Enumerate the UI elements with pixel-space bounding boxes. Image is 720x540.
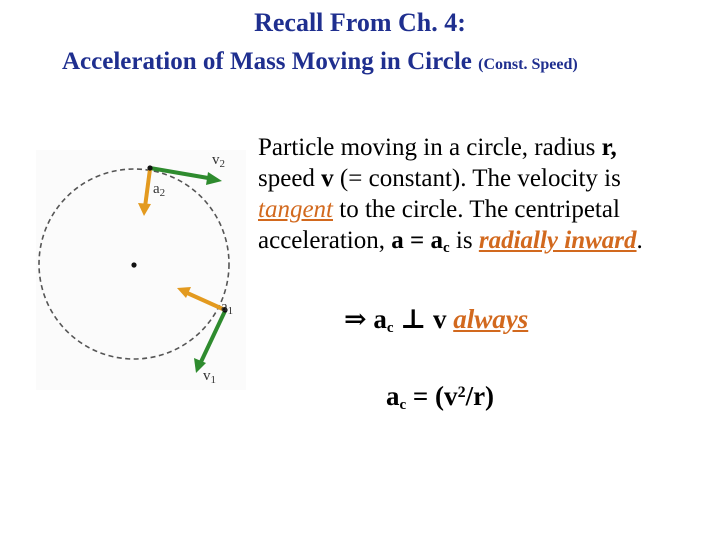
v2-arrow [150, 168, 214, 179]
v1-arrow [200, 311, 225, 364]
center-dot [131, 262, 136, 267]
description-paragraph: Particle moving in a circle, radius r, speed v (= constant). The velocity is tangent to the circle. The centripetal acceleration, $a = a_c$ is radially inward. [258, 134, 643, 256]
circle-motion-figure [36, 150, 246, 390]
perpendicular-statement: ⇒ $a_c$ ⊥ v always [344, 304, 529, 336]
a2-arrowhead [138, 203, 151, 216]
label-v1: $v_1$ [203, 368, 216, 386]
label-a1: $a_1$ [221, 299, 234, 317]
point-2 [147, 165, 152, 170]
title-small: (Const. Speed) [478, 56, 578, 73]
radius-symbol: r, [601, 134, 617, 161]
title-main: Acceleration of Mass Moving in Circle [62, 48, 472, 75]
tangent-emphasis: tangent [258, 196, 333, 223]
implies-symbol: ⇒ [344, 304, 367, 334]
always-emphasis: always [453, 304, 529, 334]
speed-symbol: v [321, 165, 334, 192]
a2-arrow [145, 169, 150, 207]
v2-arrowhead [206, 172, 222, 185]
accel-symbol: $a = a_c$ [391, 227, 450, 256]
label-a2: $a_2$ [153, 181, 166, 199]
perp-symbol: ⊥ [400, 304, 427, 334]
circle-diagram [36, 150, 246, 390]
title-line-2 [62, 48, 578, 76]
title-line-1: Recall From Ch. 4: [254, 8, 466, 37]
label-v2: $v_2$ [212, 152, 225, 170]
centripetal-formula: $a_c = (v^2/r)$ [386, 381, 495, 413]
a1-arrow [185, 292, 225, 310]
radially-inward-emphasis: radially inward [478, 227, 637, 254]
